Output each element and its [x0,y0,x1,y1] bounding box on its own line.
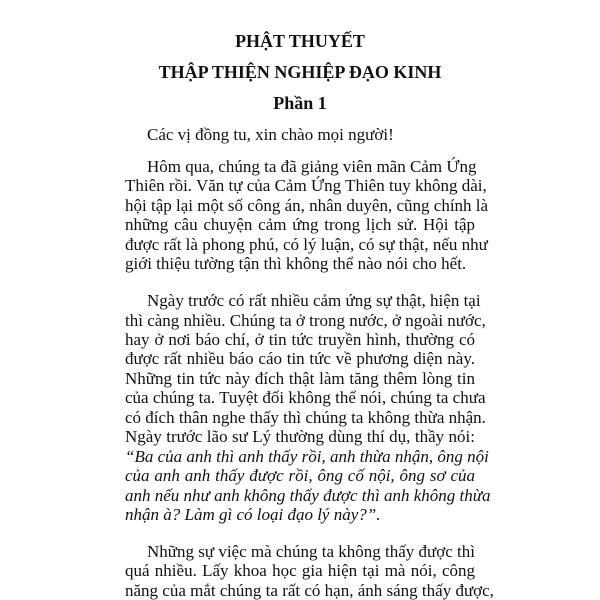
quote-line: “Ba của anh thì anh thấy rồi, anh thừa nhận, ông nội [125,446,489,466]
paragraph [125,541,494,600]
text-line: Hôm qua, chúng ta đã giảng viên mãn Cảm Ứng [147,157,477,176]
section-heading: Phần 1 [273,93,327,113]
quote-line: của anh anh thấy được rồi, ông cố nội, ông sơ của [125,466,475,486]
text-line: được rất nhiều báo cáo tin tức về phương diện này. [125,349,475,369]
text-line: được rất là phong phú, có lý luận, có sự thật, nếu như [125,234,488,254]
document-title: PHẬT THUYẾT [235,31,365,51]
text-line: có đích thân nghe thấy thì chúng ta không thừa nhận. [125,407,486,427]
text-line: Thiên rồi. Văn tự của Cảm Ứng Thiên tuy không dài, [125,176,487,196]
text-line: những câu chuyện cảm ứng trong lịch sử. Hội tập [125,215,475,235]
text-line: Những tin tức này đích thật làm tăng thêm lòng tin [125,368,475,388]
text-line: hội tập lại một số công án, nhân duyên, cũng chính là [125,195,489,215]
text-line: năng của mắt chúng ta rất có hạn, ánh sáng thấy được, [125,580,494,600]
quote-line: nhận à? Làm gì có loại đạo lý này?”. [125,504,381,524]
paragraph [125,157,489,274]
text-line: giới thiệu tường tận thì không thể nào nói cho hết. [125,254,467,274]
text-line: thì càng nhiều. Chúng ta ở trong nước, ở ngoài nước, [125,310,486,330]
text-line: hay ở nơi báo chí, ở tin tức truyền hình, thường có [125,330,475,349]
text-line: Ngày trước có rất nhiều cảm ứng sự thật, hiện tại [147,291,481,311]
text-line: quá nhiều. Lấy khoa học gia hiện tại mà nói, công [125,561,475,581]
paragraph [125,291,491,524]
quote-line: anh nếu như anh không thấy được thì anh không thừa [125,485,491,505]
text-line: Ngày trước lão sư Lý thường dùng thí dụ, thầy nói: [125,427,475,447]
document-subtitle: THẬP THIỆN NGHIỆP ĐẠO KINH [158,62,442,82]
greeting-text: Các vị đồng tu, xin chào mọi người! [147,125,394,144]
document-body [125,157,494,600]
text-line: Những sự việc mà chúng ta không thấy được thì [147,541,475,561]
text-line: của chúng ta. Tuyệt đối không thể nói, chúng ta chưa [125,388,486,408]
